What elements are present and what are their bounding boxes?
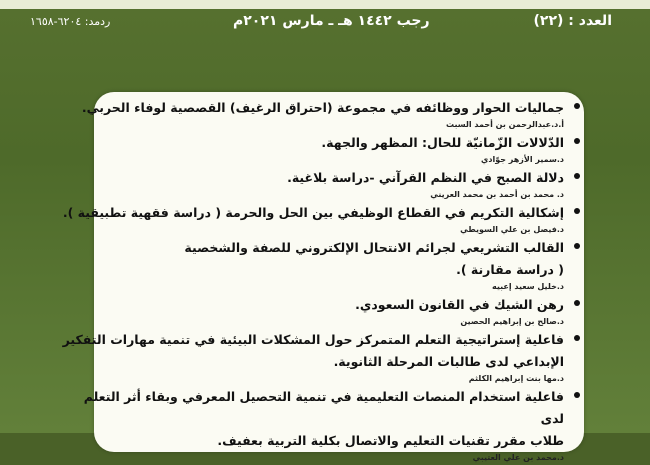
article-author: د.خليل سعيد إعبيه <box>491 282 564 291</box>
bullet-icon <box>574 300 580 306</box>
list-item <box>60 202 580 236</box>
article-title: فاعلية استخدام المنصات التعليمية في تنمية التحصيل المعرفي وبقاء أثر التعلم لدى <box>83 389 564 426</box>
article-author: د.محمد بن علي العتيبي <box>472 453 564 462</box>
article-author: د. محمد بن أحمد بن محمد العريني <box>430 190 564 199</box>
top-strip <box>0 0 650 9</box>
list-item <box>60 294 580 328</box>
article-author: د.مها بنت إبراهيم الكلثم <box>468 374 564 383</box>
article-title-cont: الإبداعي لدى طالبات المرحلة الثانوية. <box>333 354 564 369</box>
article-title-cont: ( دراسة مقارنة ). <box>456 262 564 277</box>
article-title: دلالة الصبح في النظم القرآني -دراسة بلاغية. <box>287 170 564 185</box>
bullet-icon <box>574 138 580 144</box>
list-item <box>60 167 580 201</box>
article-title: القالب التشريعي لجرائم الانتحال الإلكتروني للصفة والشخصية <box>184 240 564 255</box>
article-author: د.صالح بن إبراهيم الحصين <box>460 317 564 326</box>
list-item <box>60 386 580 464</box>
list-item <box>60 132 580 166</box>
bullet-icon <box>574 173 580 179</box>
article-author: د.سمير الأزهر جوّادي <box>481 155 564 164</box>
article-title: الدّلالات الزّمانيّة للحال: المظهر والجهة. <box>321 135 564 150</box>
issue-number: العدد : (٢٢) <box>533 13 612 29</box>
article-title: رهن الشيك في القانون السعودي. <box>355 297 564 312</box>
article-title: جماليات الحوار ووظائفه في مجموعة (احتراق الرغيف) القصصية لوفاء الحربي. <box>81 100 564 115</box>
bullet-icon <box>574 335 580 341</box>
list-item <box>60 329 580 385</box>
contents-list <box>60 97 580 465</box>
bullet-icon <box>574 103 580 109</box>
bullet-icon <box>574 208 580 214</box>
article-title: إشكالية التكريم في القطاع الوظيفي بين الحل والحرمة ( دراسة فقهية تطبيقية ). <box>62 205 564 220</box>
article-title-cont: طلاب مقرر تقنيات التعليم والاتصال بكلية التربية بعفيف. <box>217 433 564 448</box>
bullet-icon <box>574 243 580 249</box>
issue-date: رجب ١٤٤٢ هـ ـ مارس ٢٠٢١م <box>233 13 430 29</box>
issn: ردمد: ٦٢٠٤-١٦٥٨ <box>30 15 111 28</box>
header-bar <box>0 9 650 35</box>
bullet-icon <box>574 392 580 398</box>
article-author: د.فيصل بن علي السويطي <box>460 225 564 234</box>
list-item <box>60 97 580 131</box>
article-title: فاعلية إستراتيجية التعلم المتمركز حول المشكلات البيئية في تنمية مهارات التفكير <box>62 332 564 347</box>
list-item <box>60 237 580 293</box>
article-author: أ.د.عبدالرحمن بن أحمد السبت <box>446 120 564 129</box>
